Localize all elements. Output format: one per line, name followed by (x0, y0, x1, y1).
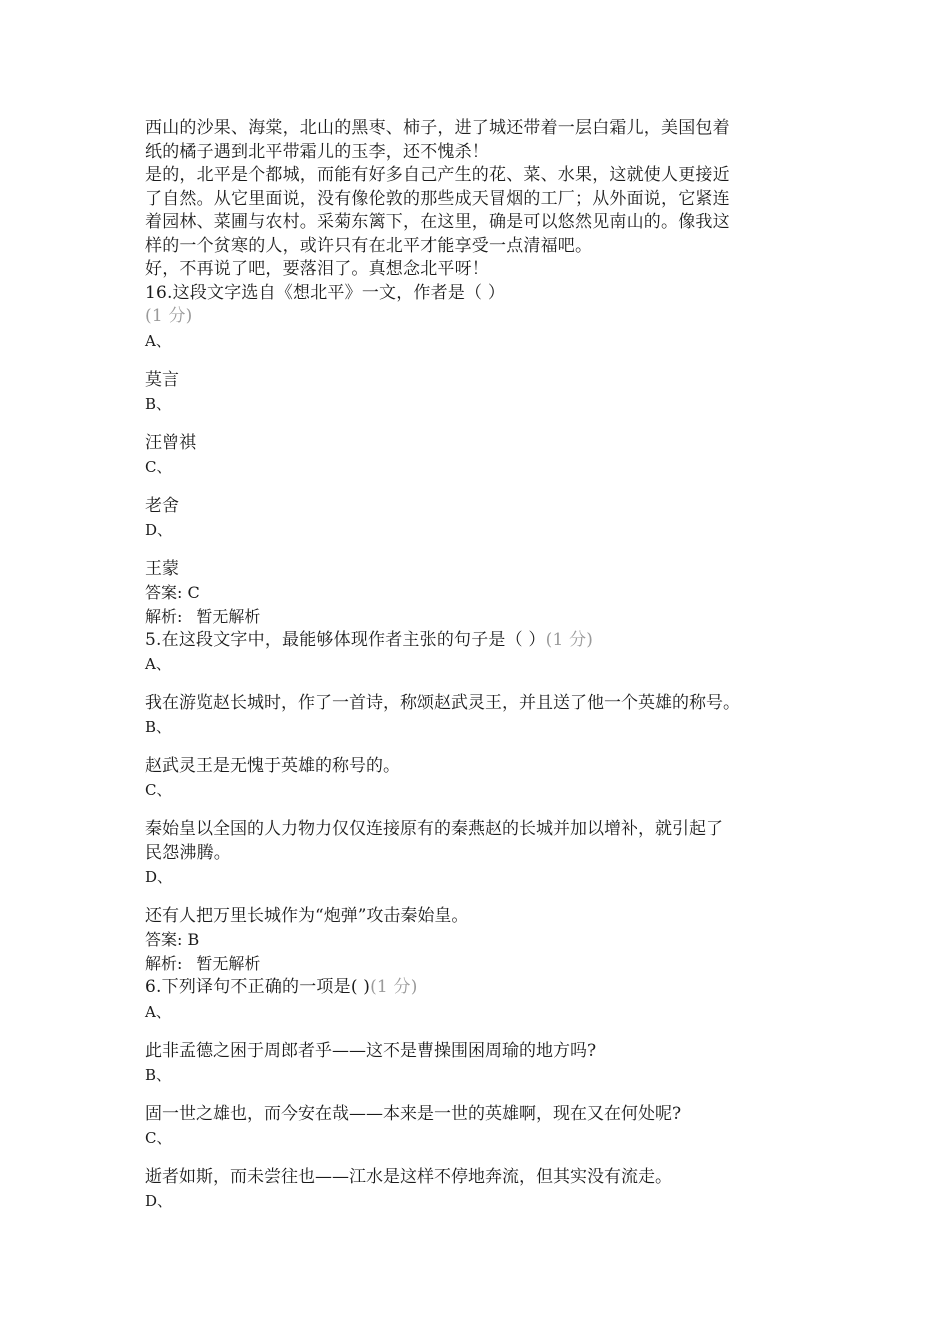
answer-line: 答案: B (145, 930, 200, 949)
explanation-line (145, 605, 815, 629)
option-label-c: C、 (145, 781, 172, 799)
option-text-b: 固一世之雄也，而今安在哉——本来是一世的英雄啊，现在又在何处呢? (145, 1103, 682, 1124)
question-5-stem (145, 629, 815, 653)
explanation-value: 暂无解析 (196, 606, 261, 626)
option-text-d: 还有人把万里长城作为“炮弹”攻击秦始皇。 (145, 906, 469, 926)
question-16-stem: 16.这段文字选自《想北平》一文，作者是（ ） (145, 282, 506, 303)
option-label-d: D、 (145, 520, 173, 539)
passage-line: 样的一个贫寒的人，或许只有在北平才能享受一点清福吧。 (145, 235, 593, 256)
question-5-text: 5.在这段文字中，最能够体现作者主张的句子是（ ） (145, 629, 546, 650)
option-label-a: A、 (145, 655, 171, 673)
option-label-c: C、 (145, 457, 172, 476)
option-label-b: B、 (145, 718, 172, 736)
explanation-label: 解析: (145, 606, 183, 626)
option-text-c-continued: 民怨沸腾。 (145, 843, 231, 863)
option-text-b: 汪曾祺 (145, 432, 196, 453)
option-text-a: 此非孟德之困于周郎者乎——这不是曹操围困周瑜的地方吗? (145, 1040, 597, 1061)
option-label-a: A、 (145, 1002, 171, 1021)
passage-line: 着园林、菜圃与农村。采菊东篱下，在这里，确是可以悠然见南山的。像我这 (145, 212, 730, 232)
passage-line: 好，不再说了吧，要落泪了。真想念北平呀！ (145, 259, 489, 279)
option-label-c: C、 (145, 1128, 172, 1147)
question-6-text: 6.下列译句不正确的一项是( ) (145, 977, 371, 997)
answer-line: 答案: C (145, 582, 200, 602)
explanation-value: 暂无解析 (196, 954, 261, 973)
passage-line: 是的，北平是个都城，而能有好多自己产生的花、菜、水果，这就使人更接近 (145, 165, 730, 185)
option-text-b: 赵武灵王是无愧于英雄的称号的。 (145, 756, 400, 776)
option-label-b: B、 (145, 1065, 172, 1084)
question-5-score: (1 分) (545, 629, 594, 650)
passage-line: 西山的沙果、海棠，北山的黑枣、柿子，进了城还带着一层白霜儿，美国包着 (145, 118, 730, 138)
question-6-score: (1 分) (370, 977, 418, 997)
passage-line: 纸的橘子遇到北平带霜儿的玉李，还不愧杀！ (145, 141, 489, 162)
option-text-d: 王蒙 (145, 558, 179, 579)
option-text-a: 莫言 (145, 369, 179, 390)
option-text-c: 秦始皇以全国的人力物力仅仅连接原有的秦燕赵的长城并加以增补，就引起了 (145, 819, 723, 839)
explanation-line (145, 952, 815, 976)
option-text-a: 我在游览赵长城时，作了一首诗，称颂赵武灵王，并且送了他一个英雄的称号。 (145, 693, 740, 713)
option-label-a: A、 (145, 331, 171, 350)
option-text-c: 逝者如斯，而未尝往也——江水是这样不停地奔流，但其实没有流走。 (145, 1166, 672, 1187)
option-label-d: D、 (145, 868, 173, 886)
question-16-score: (1 分) (145, 306, 193, 326)
option-text-c: 老舍 (145, 495, 179, 516)
option-label-d: D、 (145, 1191, 173, 1210)
document-page (145, 117, 815, 1213)
passage-line: 了自然。从它里面说，没有像伦敦的那些成天冒烟的工厂；从外面说，它紧连 (145, 188, 730, 209)
option-label-b: B、 (145, 394, 172, 413)
question-6-stem (145, 976, 815, 1000)
explanation-label: 解析: (145, 954, 183, 973)
